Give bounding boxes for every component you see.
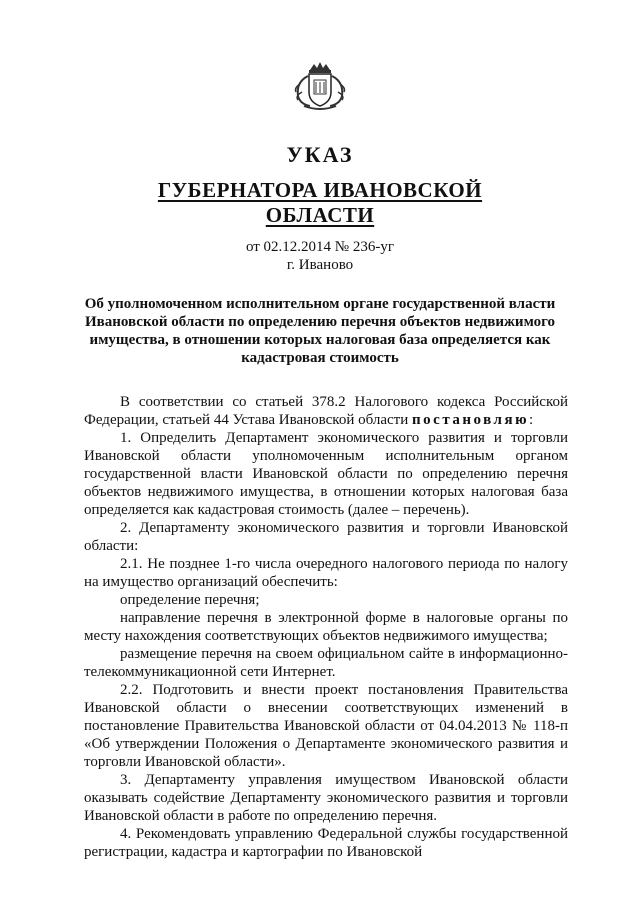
body-paragraph: определение перечня; [120, 592, 260, 608]
body-paragraph: 4. Рекомендовать управлению Федеральной службы государственной регистрации, кадастра и картографии по Ивановской [84, 826, 568, 860]
body-paragraph: 3. Департаменту управления имуществом Ивановской области оказывать содействие Департаменту экономического развития и торговли Ивановской области в работе по определению перечня. [84, 772, 568, 824]
decree-subject: Об уполномоченном исполнительном органе государственной власти Ивановской области по определению перечня объектов недвижимого имущества, в отношении которых налоговая база определяется как кадастровая стоимость [84, 296, 556, 366]
body-paragraph: 2.1. Не позднее 1-го числа очередного налогового периода по налогу на имущество организаций обеспечить: [84, 556, 568, 590]
document-type-title: УКАЗ [286, 142, 354, 167]
intro-colon: : [529, 412, 534, 428]
body-paragraph: 1. Определить Департамент экономического развития и торговли Ивановской области уполномоченным исполнительным органом государственной власти Ивановской области по определению перечня объектов недвижимого имущества, в отношении которых налоговая база определяется как кадастровая стоимость (далее – перечень). [84, 430, 568, 518]
body-paragraph: направление перечня в электронной форме в налоговые органы по месту нахождения соответствующих объектов недвижимого имущества; [84, 610, 568, 644]
decree-word: постановляю [412, 412, 530, 428]
issuer-title: ГУБЕРНАТОРА ИВАНОВСКОЙ ОБЛАСТИ [157, 178, 483, 227]
intro-paragraph [84, 393, 568, 429]
body-paragraph: размещение перечня на своем официальном сайте в информационно-телекоммуникационной сети Интернет. [84, 646, 568, 680]
decree-city: г. Иваново [286, 257, 354, 273]
body-paragraph: 2. Департаменту экономического развития и торговли Ивановской области: [84, 520, 568, 554]
ivanovo-coat-of-arms-icon [290, 60, 350, 112]
decree-body [84, 393, 568, 861]
decree-date-number: от 02.12.2014 № 236-уг [245, 239, 395, 255]
intro-text: В соответствии со статьей 378.2 Налогового кодекса Российской Федерации, статьей 44 Устава Ивановской области [84, 394, 568, 428]
body-paragraph: 2.2. Подготовить и внести проект постановления Правительства Ивановской области о внесении соответствующих изменений в постановление Правительства Ивановской области от 04.04.2013 № 118-п «Об утверждении Положения о Департаменте экономического развития и торговли Ивановской области». [84, 682, 568, 770]
